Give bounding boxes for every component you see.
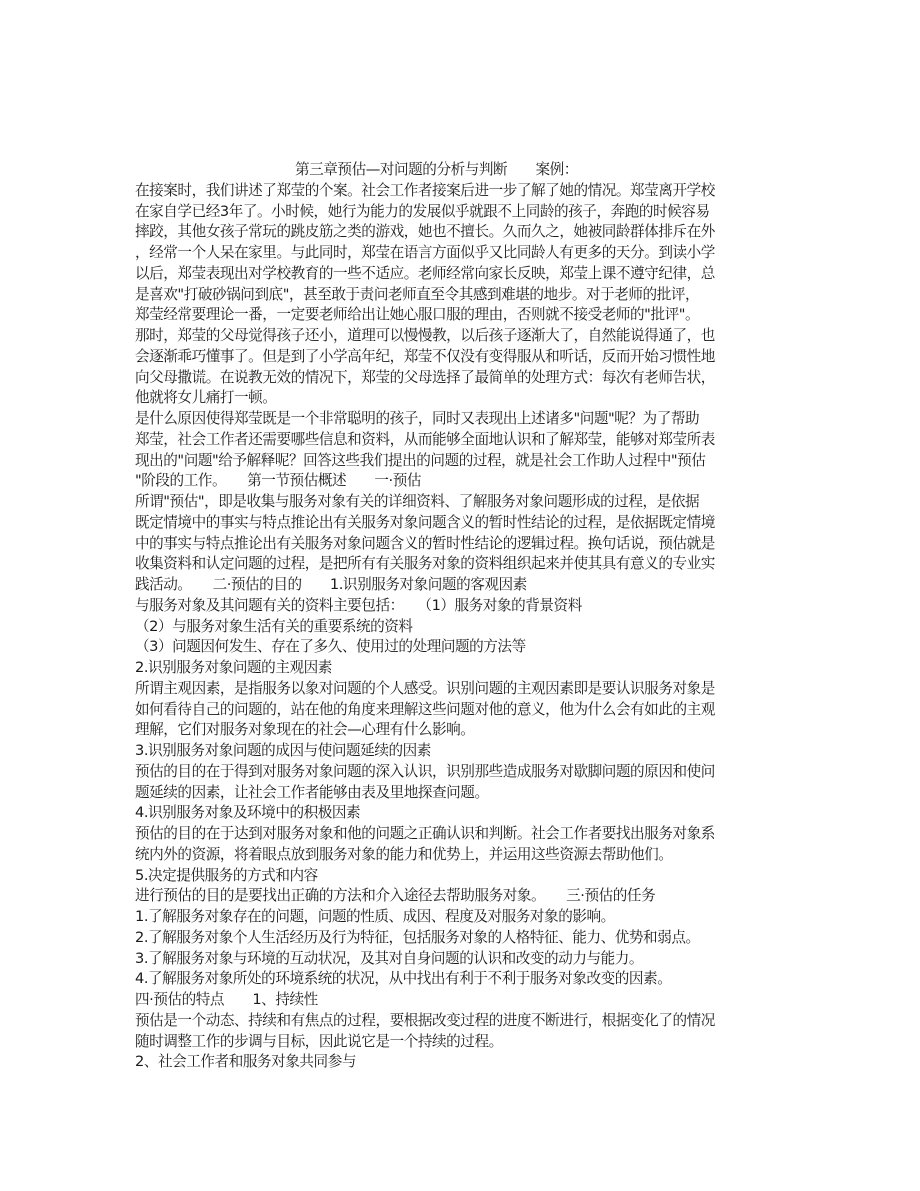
text-line: 以后，郑莹表现出对学校教育的一些不适应。老师经常向家长反映，郑莹上课不遵守纪律，总 [135, 264, 715, 282]
text-line: 统内外的资源，将着眼点放到服务对象的能力和优势上，并运用这些资源去帮助他们。 [135, 845, 673, 863]
section-heading-line: 四·预估的特点 1、持续性 [135, 991, 318, 1008]
text-line: 预估的目的在于得到对服务对象问题的深入认识，识别那些造成服务对歇脚问题的原因和使问 [135, 762, 715, 780]
text-line: 题延续的因素，让社会工作者能够由表及里地探查问题。 [135, 783, 489, 801]
document-page [135, 160, 795, 1073]
text-line: 所谓"预估"，即是收集与服务对象有关的详细资料、了解服务对象问题形成的过程，是依据 [135, 493, 700, 510]
section-heading-line: "阶段的工作。 第一节预估概述 一·预估 [135, 472, 422, 490]
text-line: 向父母撒谎。在说教无效的情况下，郑莹的父母选择了最简单的处理方式：每次有老师告状， [135, 368, 715, 386]
text-line: 会逐渐乖巧懂事了。但是到了小学高年纪，郑莹不仅没有变得服从和听话，反而开始习惯性地 [135, 347, 715, 365]
text-line: 那时，郑莹的父母觉得孩子还小，道理可以慢慢教，以后孩子逐渐大了，自然能说得通了，也 [135, 327, 715, 344]
section-heading-line: 践活动。 二·预估的目的 1.识别服务对象问题的客观因素 [135, 576, 527, 593]
subheading: 4.识别服务对象及环境中的积极因素 [135, 804, 361, 822]
text-line: 在接案时，我们讲述了郑莹的个案。社会工作者接案后进一步了解了她的情况。郑莹离开学校 [135, 181, 715, 199]
list-item: （3）问题因何发生、存在了多久、使用过的处理问题的方法等 [135, 638, 526, 656]
list-item: 4.了解服务对象所处的环境系统的状况，从中找出有利于不利于服务对象改变的因素。 [135, 970, 672, 988]
text-line: 随时调整工作的步调与目标，因此说它是一个持续的过程。 [135, 1032, 503, 1050]
subheading: 3.识别服务对象问题的成因与使问题延续的因素 [135, 742, 431, 759]
text-line: 是什么原因使得郑莹既是一个非常聪明的孩子，同时又表现出上述诸多"问题"呢？为了帮助 [135, 410, 700, 427]
text-line: ，经常一个人呆在家里。与此同时，郑莹在语言方面似乎又比同龄人有更多的天分。到读小学 [135, 244, 715, 261]
text-line: 如何看待自己的问题的，站在他的角度来理解这些问题对他的意义，他为什么会有如此的主观 [135, 700, 715, 718]
subheading: 2.识别服务对象问题的主观因素 [135, 659, 332, 676]
text-line: 收集资料和认定问题的过程，是把所有有关服务对象的资料组织起来并使其具有意义的专业实 [135, 555, 715, 573]
text-line: 预估的目的在于达到对服务对象和他的问题之正确认识和判断。社会工作者要找出服务对象系 [135, 825, 715, 842]
section-heading-line: 进行预估的目的是要找出正确的方法和介入途径去帮助服务对象。 三·预估的任务 [135, 887, 656, 905]
list-item: 2.了解服务对象个人生活经历及行为特征，包括服务对象的人格特征、能力、优势和弱点。 [135, 928, 700, 946]
text-line: 所谓主观因素，是指服务以象对问题的个人感受。识别问题的主观因素即是要认识服务对象是 [135, 679, 715, 697]
text-line: 现出的"问题"给予解释呢？回答这些我们提出的问题的过程，就是社会工作助人过程中"预估 [135, 451, 706, 469]
text-line: 中的事实与特点推论出有关服务对象问题含义的暂时性结论的逻辑过程。换句话说，预估就是 [135, 534, 715, 552]
chapter-title: 第三章预估—对问题的分析与判断 案例： [295, 161, 578, 178]
text-line: 与服务对象及其问题有关的资料主要包括： （1）服务对象的背景资料 [135, 596, 582, 614]
list-item: 3.了解服务对象与环境的互动状况，及其对自身问题的认识和改变的动力与能力。 [135, 949, 644, 967]
list-item: 1.了解服务对象存在的问题，问题的性质、成因、程度及对服务对象的影响。 [135, 908, 615, 925]
text-line: 在家自学已经3年了。小时候，她行为能力的发展似乎就跟不上同龄的孩子，奔跑的时候容易 [135, 202, 710, 220]
text-line: 他就将女儿痛打一顿。 [135, 389, 277, 407]
text-line: 郑莹经常要理论一番，一定要老师给出让她心服口服的理由，否则就不接受老师的"批评"。 [135, 306, 700, 324]
text-line: 摔跤，其他女孩子常玩的跳皮筋之类的游戏，她也不擅长。久而久之，她被同龄群体排斥在外 [135, 223, 715, 241]
text-line: 既定情境中的事实与特点推论出有关服务对象问题含义的暂时性结论的过程，是依据既定情境 [135, 513, 715, 531]
list-item: （2）与服务对象生活有关的重要系统的资料 [135, 617, 413, 635]
subheading: 2、社会工作者和服务对象共同参与 [135, 1053, 356, 1071]
subheading: 5.决定提供服务的方式和内容 [135, 866, 318, 884]
text-line: 是喜欢"打破砂锅问到底"，甚至敢于责问老师直至令其感到难堪的地步。对于老师的批评， [135, 285, 700, 303]
text-line: 预估是一个动态、持续和有焦点的过程，要根据改变过程的进度不断进行，根据变化了的情况 [135, 1011, 715, 1029]
text-line: 理解，它们对服务对象现在的社会—心理有什么影响。 [135, 721, 475, 739]
text-line: 郑莹，社会工作者还需要哪些信息和资料，从而能够全面地认识和了解郑莹，能够对郑莹所表 [135, 430, 715, 448]
